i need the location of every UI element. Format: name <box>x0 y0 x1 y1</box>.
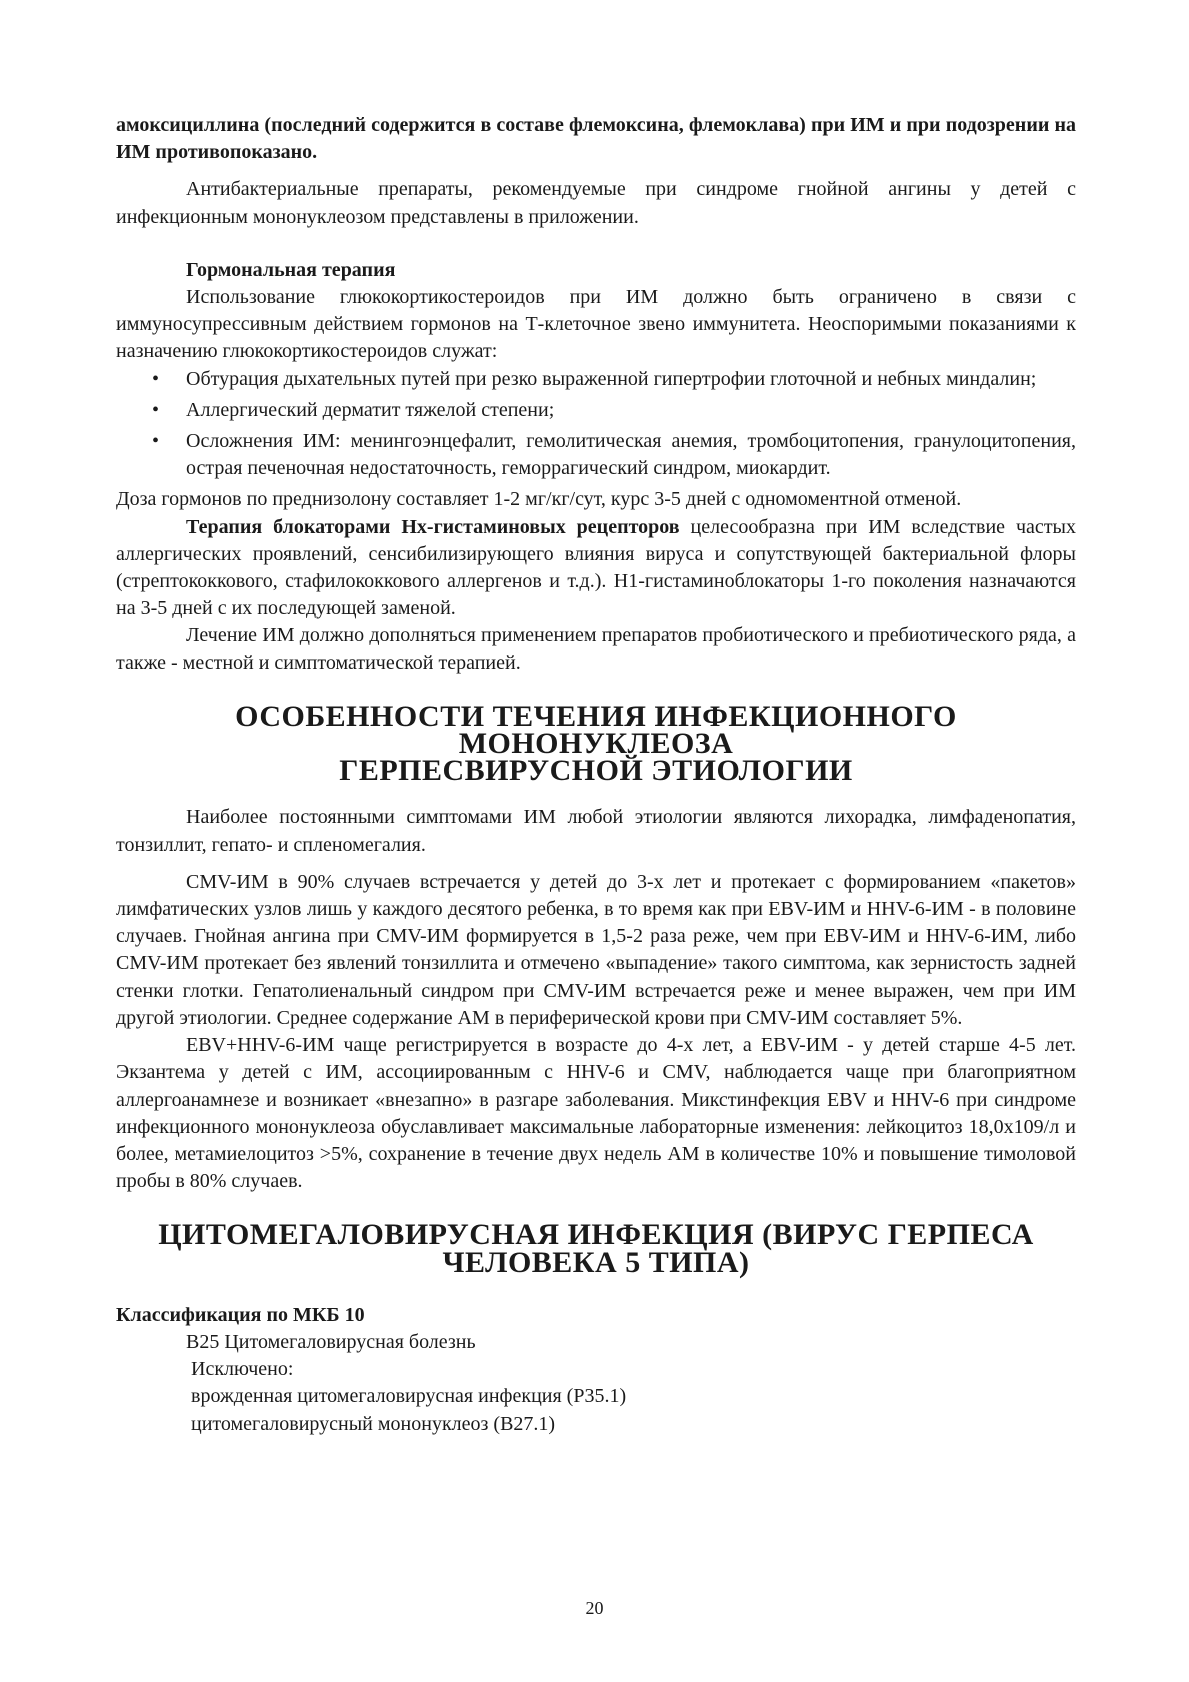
hormonal-therapy-intro: Использование глюкокортикостероидов при ИМ должно быть ограничено в связи с иммуносупрессивным действием гормонов на Т-клеточное звено иммунитета. Неоспоримыми показаниями к назначению глюкокортикостероидов служат: <box>116 286 1076 363</box>
list-item-text: Обтурация дыхательных путей при резко выраженной гипертрофии глоточной и небных миндалин; <box>186 367 1037 390</box>
intro-bold-paragraph: амоксициллина (последний содержится в составе флемоксина, флемоклава) при ИМ и при подозрении на ИМ противопоказано. <box>116 114 1076 164</box>
section1-paragraph-3: EBV+HHV-6-ИМ чаще регистрируется в возрасте до 4-х лет, а EBV-ИМ - у детей старше 4-5 лет. Экзантема у детей с ИМ, ассоциированным с HHV-6 и CMV, наблюдается чаще при благоприятном аллергоанамнезе и возникает «внезапно» в разгаре заболевания. Микстинфекция EBV и HHV-6 при синдроме инфекционного мононуклеоза обуславливает максимальные лабораторные изменения: лейкоцитоз 18,0x109/л и более, метамиелоцитоз >5%, сохранение в течение двух недель АМ в количестве 10% и повышение тимоловой пробы в 80% случаев. <box>116 1034 1076 1193</box>
section-title-line: ОСОБЕННОСТИ ТЕЧЕНИЯ ИНФЕКЦИОННОГО МОНОНУКЛЕОЗА <box>235 699 957 761</box>
section-title-cmv: ЦИТОМЕГАЛОВИРУСНАЯ ИНФЕКЦИЯ (ВИРУС ГЕРПЕСА ЧЕЛОВЕКА 5 ТИПА) <box>158 1218 1034 1279</box>
list-item <box>116 397 1076 424</box>
list-item <box>116 428 1076 482</box>
antihistamine-lead: Терапия блокаторами Нх-гистаминовых рецепторов <box>186 515 680 538</box>
classification-line: врожденная цитомегаловирусная инфекция (Р35.1) <box>191 1385 627 1408</box>
section-title-mononucleosis <box>116 699 1076 788</box>
classification-line: Исключено: <box>191 1358 294 1381</box>
list-item-text: Аллергический дерматит тяжелой степени; <box>186 398 555 421</box>
bullet-icon: • <box>152 398 160 421</box>
section-title-line: ГЕРПЕСВИРУСНОЙ ЭТИОЛОГИИ <box>339 754 853 788</box>
dose-paragraph: Доза гормонов по преднизолону составляет 1-2 мг/кг/сут, курс 3-5 дней с одномоментной отменой. <box>116 488 962 511</box>
antibacterial-paragraph: Антибактериальные препараты, рекомендуемые при синдроме гнойной ангины у детей с инфекционным мононуклеозом представлены в приложении. <box>116 178 1076 228</box>
bullet-icon: • <box>152 367 160 390</box>
classification-line: В25 Цитомегаловирусная болезнь <box>186 1330 476 1353</box>
classification-heading: Классификация по МКБ 10 <box>116 1303 365 1326</box>
indications-list <box>116 366 1076 483</box>
document-page <box>116 112 1076 1652</box>
hormonal-therapy-heading: Гормональная терапия <box>186 258 396 281</box>
list-item-text: Осложнения ИМ: менингоэнцефалит, гемолитическая анемия, тромбоцитопения, гранулоцитопения, острая печеночная недостаточность, геморрагический синдром, миокардит. <box>186 430 1076 480</box>
list-item <box>116 366 1076 393</box>
section1-paragraph-1: Наиболее постоянными симптомами ИМ любой этиологии являются лихорадка, лимфаденопатия, тонзиллит, гепато- и спленомегалия. <box>116 806 1076 856</box>
section1-paragraph-2: CMV-ИМ в 90% случаев встречается у детей до 3-х лет и протекает с формированием «пакетов» лимфатических узлов лишь у каждого десятого ребенка, в то время как при EBV-ИМ и HHV-6-ИМ - в половине случаев. Гнойная ангина при CMV-ИМ формируется в 1,5-2 раза реже, чем при EBV-ИМ и HHV-6-ИМ, либо CMV-ИМ протекает без явлений тонзиллита и отмечено «выпадение» такого симптома, как зернистость задней стенки глотки. Гепатолиенальный синдром при CMV-ИМ встречается реже и менее выражен, чем при ИМ другой этиологии. Среднее содержание АМ в периферической крови при CMV-ИМ составляет 5%. <box>116 870 1076 1029</box>
bullet-icon: • <box>152 430 160 453</box>
antihistamine-rest: целесообразна при ИМ вследствие частых аллергических проявлений, сенсибилизирующего влияния вируса и сопутствующей бактериальной флоры (стрептококкового, стафилококкового аллергенов и т.д.). Н1-гистаминоблокаторы 1-го поколения назначаются на 3-5 дней с их последующей заменой. <box>116 515 1076 620</box>
probiotic-paragraph: Лечение ИМ должно дополняться применением препаратов пробиотического и пребиотического ряда, а также - местной и симптоматической терапией. <box>116 624 1076 674</box>
classification-line: цитомегаловирусный мононуклеоз (В27.1) <box>191 1412 556 1435</box>
page-number: 20 <box>585 1598 604 1618</box>
antihistamine-paragraph <box>116 514 1076 623</box>
